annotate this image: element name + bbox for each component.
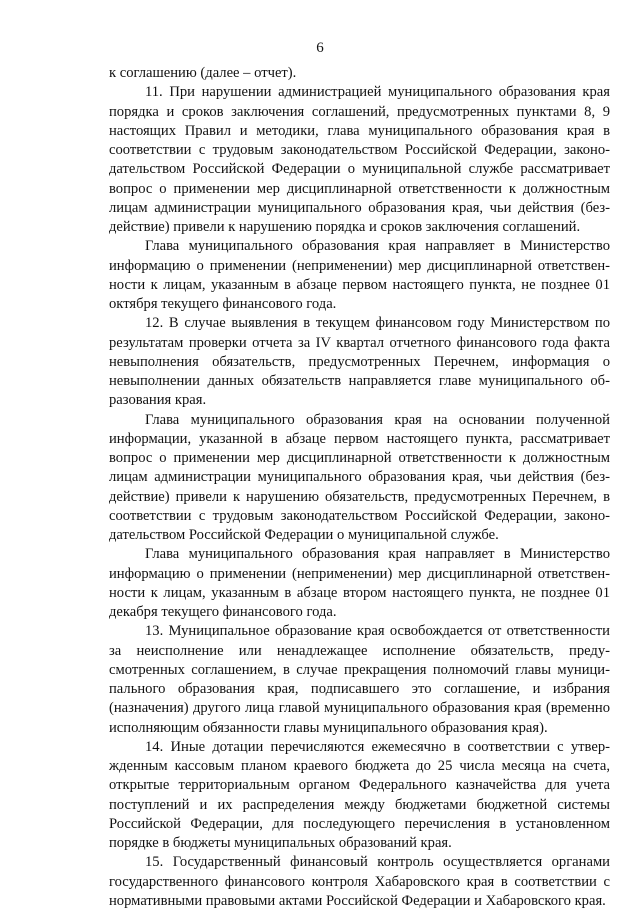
paragraph-item-12-review: Глава муниципального образования края на основании полученной информации, указанной в абзаце первом настоящего пункта, рассматривает вопрос о применении мер дисциплинарной ответственности к должностным лицам администрации муниципального образования края, чьи действия (бездействие) привели к нарушению обязательств, предусмотренных Перечнем, в соответствии с трудовым законодательством Российской Федерации, законодательством Российской Федерации о муниципальной службе. <box>109 411 610 543</box>
paragraph-item-15: 15. Государственный финансовый контроль осуществляется органами государственного финансового контроля Хабаровского края в соответствии с нормативными правовыми актами Российской Федерации и Хабаровского края. <box>109 854 610 909</box>
paragraph-item-13: 13. Муниципальное образование края освобождается от ответственности за неисполнение или ненадлежащее исполнение обязательств, предусмотренных соглашением, в случае прекращения полномочий главы муниципального образования края, подписавшего это соглашение, и избрания (назначения) другого лица главой муниципального образования края (временно исполняющим обязанности главы муниципального образования края). <box>109 623 610 736</box>
paragraph-item-11: 11. При нарушении администрацией муниципального образования края порядка и сроков заключения соглашений, предусмотренных пунктами 8, 9 настоящих Правил и методики, глава муниципального образования края в соответствии с трудовым законодательством Российской Федерации, законодательством Российской Федерации о муниципальной службе рассматривает вопрос о применении мер дисциплинарной ответственности к должностным лицам администрации муниципального образования края, чьи действия (бездействие) привели к нарушению порядка и сроков заключения соглашений. <box>109 84 610 235</box>
page-number: 6 <box>316 40 324 56</box>
paragraph-item-11-deadline: Глава муниципального образования края направляет в Министерство информацию о применении (неприменении) мер дисциплинарной ответственности к лицам, указанным в абзаце первом настоящего пункта, не позднее 01 октября текущего финансового года. <box>109 238 610 312</box>
paragraph-item-12-deadline: Глава муниципального образования края направляет в Министерство информацию о применении (неприменении) мер дисциплинарной ответственности к лицам, указанным в абзаце втором настоящего пункта, не позднее 01 декабря текущего финансового года. <box>109 546 610 620</box>
paragraph-item-12: 12. В случае выявления в текущем финансовом году Министерством по результатам проверки отчета за IV квартал отчетного финансового года факта невыполнения обязательств, предусмотренных Перечнем, информация о невыполнении данных обязательств направляется главе муниципального образования края. <box>109 315 610 409</box>
document-body <box>109 64 610 911</box>
paragraph-item-14: 14. Иные дотации перечисляются ежемесячно в соответствии с утвержденным кассовым планом краевого бюджета до 25 числа месяца на счета, открытые территориальным органом Федерального казначейства для учета поступлений и их распределения между бюджетами бюджетной системы Российской Федерации, для последующего перечисления в установленном порядке в бюджеты муниципальных образований края. <box>109 738 610 851</box>
paragraph-continuation: к соглашению (далее – отчет). <box>109 65 297 81</box>
